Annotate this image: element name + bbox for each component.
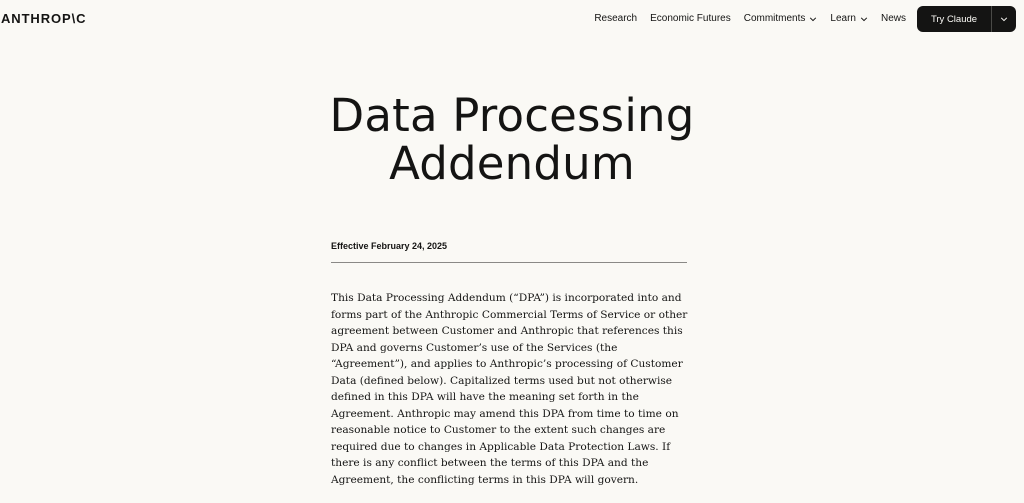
- nav-item-learn[interactable]: [830, 12, 868, 26]
- anthropic-logo[interactable]: ANTHROP\C: [1, 11, 87, 26]
- nav-item-label: Economic Futures: [650, 13, 731, 24]
- divider: [331, 262, 687, 263]
- nav-item-label: Learn: [830, 13, 856, 24]
- effective-date: Effective February 24, 2025: [331, 241, 448, 251]
- nav-item-news[interactable]: [881, 12, 906, 26]
- page-title-line-1: Data Processing: [329, 89, 695, 142]
- try-claude-button[interactable]: Try Claude: [930, 13, 978, 25]
- try-claude-dropdown-button[interactable]: [992, 6, 1016, 32]
- nav-item-commitments[interactable]: [744, 12, 818, 26]
- nav-item-research[interactable]: [594, 12, 637, 26]
- try-claude-button-group: [917, 6, 1016, 32]
- nav-item-economic-futures[interactable]: [650, 12, 731, 26]
- chevron-down-icon: [860, 15, 868, 23]
- chevron-down-icon: [809, 15, 817, 23]
- top-nav: [0, 0, 1024, 38]
- nav-item-label: News: [880, 13, 906, 24]
- chevron-down-icon: [1000, 15, 1008, 23]
- nav-item-label: Commitments: [743, 13, 806, 24]
- page-title: [0, 89, 1024, 190]
- page-title-line-2: Addendum: [389, 137, 635, 190]
- intro-paragraph: This Data Processing Addendum (“DPA”) is incorporated into and forms part of the Anthropic Commercial Terms of Service or other agreement between Customer and Anthropic that references this DPA and governs Customer’s use of the Services (the “Agreement”), and applies to Anthropic’s processing of Customer Data (defined below). Capitalized terms used but not otherwise defined in this DPA will have the meaning set forth in the Agreement. Anthropic may amend this DPA from time to time on reasonable notice to Customer to the extent such changes are required due to changes in Applicable Data Protection Laws. If there is any conflict between the terms of this DPA and the Agreement, the conflicting terms in this DPA will govern.: [331, 292, 688, 486]
- nav-links: [594, 12, 906, 26]
- nav-item-label: Research: [594, 13, 638, 24]
